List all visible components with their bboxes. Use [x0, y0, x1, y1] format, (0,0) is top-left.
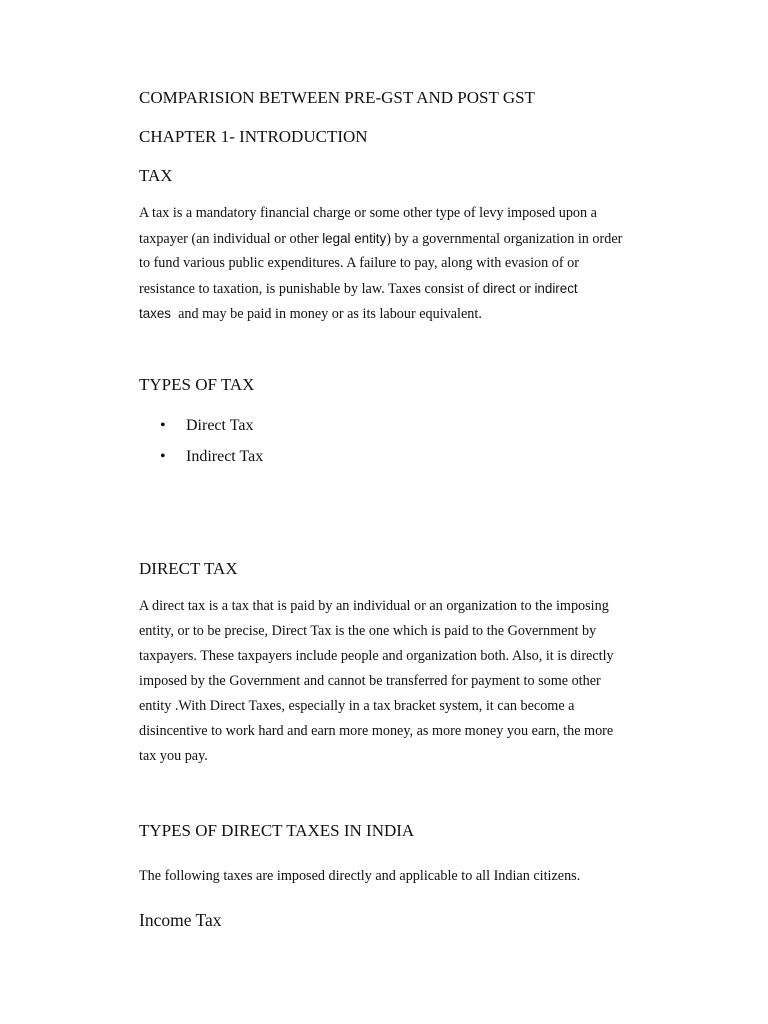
- text-span: resistance to taxation, is punishable by law. Taxes consist of: [139, 281, 483, 297]
- taxes-link[interactable]: taxes: [139, 306, 172, 321]
- indirect-link[interactable]: indirect: [534, 281, 578, 296]
- list-item-label: Direct Tax: [186, 417, 254, 434]
- section-heading-direct-tax: DIRECT TAX: [139, 559, 238, 578]
- paragraph-line: tax you pay.: [139, 748, 208, 764]
- paragraph-line: [139, 280, 578, 298]
- subsection-heading-income-tax: Income Tax: [139, 910, 222, 930]
- bullet-icon: •: [160, 448, 166, 465]
- text-span: or: [515, 281, 535, 297]
- bullet-icon: •: [160, 417, 166, 434]
- paragraph-line: The following taxes are imposed directly and applicable to all Indian citizens.: [139, 868, 581, 884]
- paragraph-line: entity, or to be precise, Direct Tax is the one which is paid to the Government by: [139, 623, 597, 639]
- paragraph-line: disincentive to work hard and earn more money, as more money you earn, the more: [139, 723, 614, 739]
- list-item: [160, 447, 263, 467]
- section-heading-tax: TAX: [139, 166, 173, 185]
- document-title: COMPARISION BETWEEN PRE-GST AND POST GST: [139, 88, 535, 107]
- list-item-label: Indirect Tax: [186, 448, 264, 465]
- list-item: [160, 416, 253, 436]
- text-span: taxpayer (an individual or other: [139, 231, 323, 247]
- paragraph-line: taxpayers. These taxpayers include people and organization both. Also, it is directly: [139, 648, 614, 664]
- legal-entity-link[interactable]: legal entity: [322, 231, 387, 246]
- text-span: ) by a governmental organization in order: [386, 231, 623, 247]
- paragraph-line: entity .With Direct Taxes, especially in a tax bracket system, it can become a: [139, 698, 575, 714]
- paragraph-line: to fund various public expenditures. A failure to pay, along with evasion of or: [139, 255, 579, 271]
- paragraph-line: [139, 230, 622, 248]
- text-span: and may be paid in money or as its labour equivalent.: [171, 306, 482, 322]
- section-heading-types-of-tax: TYPES OF TAX: [139, 375, 255, 394]
- paragraph-line: [139, 305, 482, 323]
- section-heading-types-of-direct-taxes: TYPES OF DIRECT TAXES IN INDIA: [139, 821, 415, 840]
- direct-link[interactable]: direct: [482, 281, 516, 296]
- paragraph-line: A direct tax is a tax that is paid by an individual or an organization to the imposing: [139, 598, 609, 614]
- paragraph-line: A tax is a mandatory financial charge or some other type of levy imposed upon a: [139, 205, 597, 221]
- chapter-heading: CHAPTER 1- INTRODUCTION: [139, 127, 368, 146]
- paragraph-line: imposed by the Government and cannot be transferred for payment to some other: [139, 673, 601, 689]
